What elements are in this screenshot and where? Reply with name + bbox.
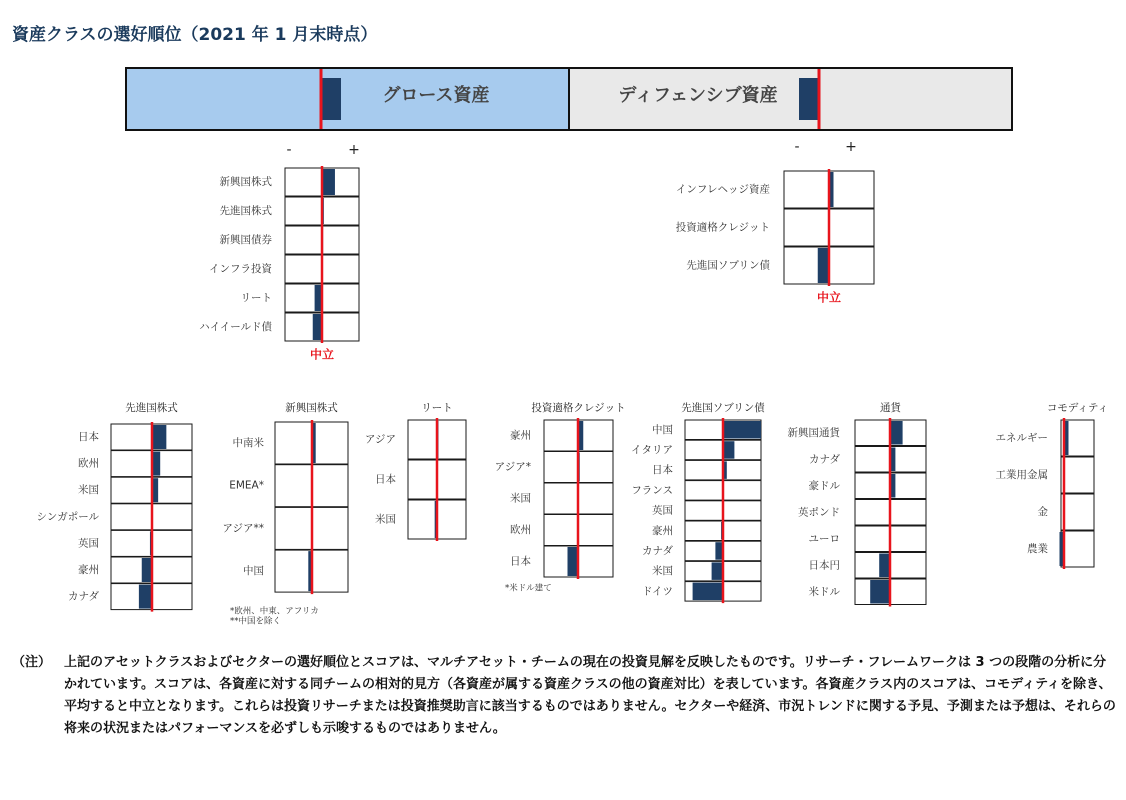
category-label: 英ポンド: [798, 506, 840, 519]
panel-note: **中国を除く: [230, 616, 282, 627]
row-box: [1061, 457, 1094, 493]
category-label: アジア**: [222, 522, 264, 535]
category-label: 先進国ソブリン債: [686, 259, 770, 272]
category-label: EMEA*: [229, 479, 264, 492]
category-label: エネルギー: [995, 432, 1048, 444]
category-label: 農業: [1027, 543, 1048, 555]
minus-marker: -: [286, 142, 292, 158]
category-label: 中国: [652, 423, 673, 436]
category-label: リート: [240, 292, 272, 304]
panel-title: 投資適格クレジット: [531, 402, 626, 414]
panel-title: リート: [421, 402, 453, 414]
category-label: 米国: [78, 484, 99, 497]
bar: [890, 421, 903, 445]
category-label: ハイイールド債: [199, 321, 272, 333]
bar: [322, 169, 335, 195]
bar: [313, 314, 322, 340]
panel-title: 先進国ソブリン債: [681, 402, 765, 414]
category-label: 投資適格クレジット: [675, 221, 770, 234]
neutral-label: 中立: [816, 290, 842, 305]
bar: [879, 554, 890, 578]
category-label: 豪州: [652, 524, 673, 537]
category-label: 日本: [78, 431, 99, 443]
category-label: 米ドル: [808, 585, 840, 598]
category-label: フランス: [631, 484, 673, 497]
category-label: カナダ: [642, 544, 673, 557]
page-title: 資産クラスの選好順位（2021 年 1 月末時点）: [12, 25, 378, 45]
top-bar: [799, 78, 819, 120]
top-label: ディフェンシブ資産: [618, 85, 778, 106]
category-label: 豪州: [78, 564, 99, 576]
bar: [723, 441, 734, 459]
category-label: ドイツ: [642, 585, 673, 598]
category-label: インフレヘッジ資産: [675, 183, 770, 196]
bar: [870, 580, 890, 604]
category-label: 日本: [652, 464, 673, 477]
bar: [139, 585, 152, 609]
category-label: 新興国株式: [219, 176, 272, 188]
category-label: インフラ投資: [209, 263, 272, 275]
category-label: 金: [1037, 506, 1048, 518]
category-label: アジア: [364, 433, 396, 446]
category-label: 工業用金属: [995, 469, 1048, 481]
category-label: 豪州: [510, 429, 531, 442]
category-label: 米国: [375, 513, 396, 526]
category-label: 米国: [510, 492, 531, 505]
bar: [818, 248, 829, 283]
panel-title: 先進国株式: [125, 402, 178, 414]
row-box: [1061, 494, 1094, 530]
category-label: 豪ドル: [808, 479, 840, 492]
category-label: カナダ: [809, 453, 840, 466]
category-label: 新興国債券: [219, 234, 272, 246]
plus-marker: +: [348, 142, 360, 158]
neutral-label: 中立: [309, 347, 335, 362]
category-label: アジア*: [494, 461, 531, 473]
category-label: 日本: [375, 473, 396, 486]
category-label: 英国: [652, 504, 673, 517]
panel-note: *米ドル建て: [505, 583, 552, 594]
category-label: 先進国株式: [219, 205, 272, 217]
category-label: 中国: [243, 565, 264, 578]
row-box: [1061, 531, 1094, 567]
bar: [693, 583, 723, 601]
category-label: 日本円: [808, 559, 840, 572]
footnote-label: （注）: [12, 655, 52, 670]
category-label: 英国: [78, 537, 99, 550]
bar: [152, 425, 166, 449]
category-label: シンガポール: [36, 510, 99, 523]
panel-title: 通貨: [880, 402, 901, 414]
category-label: 新興国通貨: [787, 426, 840, 439]
panel-title: コモディティ: [1046, 402, 1109, 414]
category-label: カナダ: [68, 590, 99, 603]
top-label: グロース資産: [382, 85, 490, 106]
category-label: 欧州: [510, 524, 531, 536]
bar: [142, 558, 152, 582]
minus-marker: -: [794, 139, 800, 155]
category-label: 米国: [652, 565, 673, 578]
bar: [723, 421, 761, 439]
category-label: ユーロ: [808, 532, 840, 545]
bar: [568, 547, 579, 576]
plus-marker: +: [845, 139, 857, 155]
top-bar: [321, 78, 341, 120]
panel-title: 新興国株式: [285, 402, 338, 414]
top-panel-bg: [126, 68, 569, 130]
panel-note: *欧州、中東、アフリカ: [230, 606, 319, 617]
category-label: イタリア: [631, 443, 673, 456]
category-label: 日本: [510, 555, 531, 568]
footnote-text: 上記のアセットクラスおよびセクターの選好順位とスコアは、マルチアセット・チームの現在の投資見解を反映したものです。リサーチ・フレームワークは 3 つの段階の分析に分かれています。スコアは、各資産に対する同チームの相対的見方（各資産が属する資産クラスの他の資産対比）を表しています。各資産クラス内のスコアは、コモディティを除き、平均すると中立となります。これらは投資リサーチまたは投資推奨助言に該当するものではありません。セクターや経済、市況トレンドに関する予見、予測または予想は、それらの将来の状況またはパフォーマンスを必ずしも示唆するものではありません。: [64, 655, 1116, 736]
category-label: 欧州: [78, 457, 99, 470]
category-label: 中南米: [232, 437, 264, 449]
bar: [712, 562, 723, 580]
